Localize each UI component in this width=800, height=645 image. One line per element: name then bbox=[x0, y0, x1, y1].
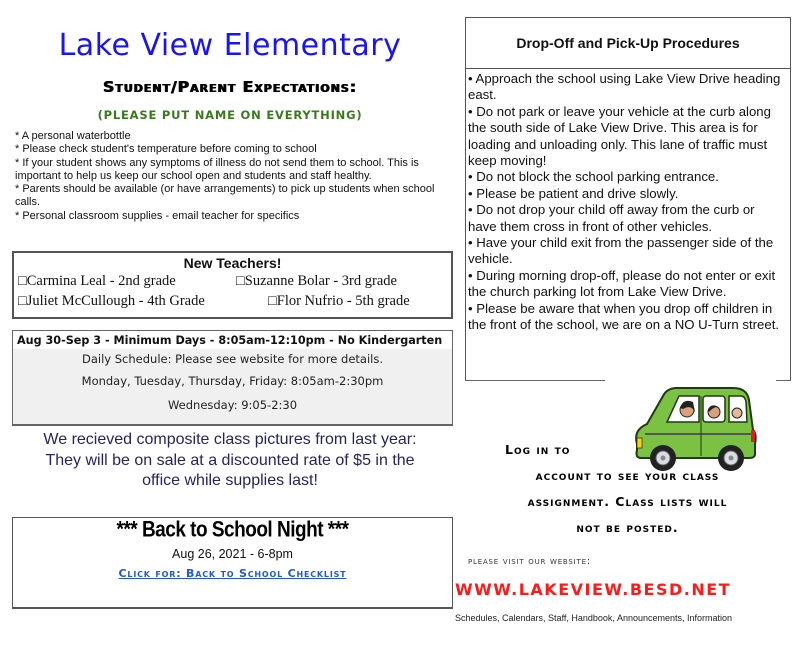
procedure-item: • Please be aware that when you drop off children in the front of the school, we are on a NO U-Turn street. bbox=[468, 300, 780, 333]
schedule-line: Monday, Tuesday, Thursday, Friday: 8:05am-2:30pm bbox=[81, 374, 384, 388]
new-teachers-box bbox=[12, 251, 453, 319]
schedule-box bbox=[12, 330, 453, 426]
checkbox-glyph-icon: □ bbox=[18, 293, 27, 309]
border-segment bbox=[776, 380, 791, 381]
procedure-item: • Approach the school using Lake View Drive heading east. bbox=[468, 71, 781, 103]
procedure-item: • Do not drop your child off away from the curb or have them cross in front of other vehicles. bbox=[468, 202, 755, 234]
schedule-headline: Aug 30-Sep 3 - Minimum Days - 8:05am-12:10pm - No Kindergarten bbox=[13, 331, 452, 349]
procedure-item: • Please be patient and drive slowly. bbox=[468, 185, 679, 201]
procedures-title: Drop-Off and Pick-Up Procedures bbox=[466, 18, 790, 69]
teacher-entry: □Suzanne Bolar - 3rd grade bbox=[236, 273, 397, 289]
expectations-heading: Student/Parent Expectations: bbox=[103, 78, 357, 96]
school-title: Lake View Elementary bbox=[58, 28, 402, 63]
expectation-item: * If your student shows any symptoms of illness do not send them to school. This is important to help us keep our school open and students and staff healthy. bbox=[15, 156, 419, 182]
back-to-school-title: *** Back to School Night *** bbox=[116, 518, 349, 543]
checkbox-glyph-icon: □ bbox=[268, 293, 277, 309]
expectations-list bbox=[15, 130, 455, 223]
procedure-item: • Have your child exit from the passenger side of the vehicle. bbox=[468, 235, 774, 267]
back-to-school-date: Aug 26, 2021 - 6-8pm bbox=[172, 547, 293, 561]
new-teachers-title: New Teachers! bbox=[183, 255, 282, 271]
expectation-item: * Parents should be available (or have arrangements) to pick up students when school calls. bbox=[15, 183, 435, 209]
expectation-item: * Personal classroom supplies - email teacher for specifics bbox=[15, 209, 300, 222]
procedures-box bbox=[465, 17, 791, 381]
teachers-row bbox=[14, 291, 451, 311]
class-pictures-note: We recieved composite class pictures from last year: They will be on sale at a discounted rate of $5 in the office while supplies last! bbox=[43, 431, 417, 489]
teachers-row bbox=[14, 271, 451, 291]
visit-website-label: please visit our website: bbox=[468, 556, 591, 567]
teacher-entry: □Flor Nufrio - 5th grade bbox=[268, 293, 410, 309]
procedures-list bbox=[466, 69, 790, 334]
checkbox-glyph-icon: □ bbox=[18, 273, 27, 289]
procedure-item: • During morning drop-off, please do not enter or exit the church parking lot from Lake View Drive. bbox=[468, 267, 776, 300]
back-to-school-box bbox=[12, 517, 453, 609]
teacher-entry: □Carmina Leal - 2nd grade bbox=[18, 273, 176, 289]
website-link[interactable]: WWW.LAKEVIEW.BESD.NET bbox=[455, 580, 732, 599]
schedule-line: Wednesday: 9:05-2:30 bbox=[167, 398, 298, 412]
procedure-item: • Do not block the school parking entrance. bbox=[468, 169, 719, 185]
schedule-line: Daily Schedule: Please see website for more details. bbox=[82, 352, 383, 366]
expectation-item: * Please check student's temperature before coming to school bbox=[15, 143, 317, 156]
name-note: (PLEASE PUT NAME ON EVERYTHING) bbox=[97, 108, 363, 122]
login-message: Log in to account to see your class assignment. Class lists will not be posted. bbox=[505, 442, 728, 535]
teacher-entry: □Juliet McCullough - 4th Grade bbox=[18, 293, 205, 309]
expectation-item: * A personal waterbottle bbox=[15, 130, 131, 142]
procedure-item: • Do not park or leave your vehicle at the curb along the south side of Lake View Drive. This area is for loading and unloading only. This lane of traffic must keep moving! bbox=[468, 103, 771, 169]
checkbox-glyph-icon: □ bbox=[236, 273, 245, 289]
checklist-link[interactable]: Click for: Back to School Checklist bbox=[118, 567, 347, 580]
website-description: Schedules, Calendars, Staff, Handbook, Announcements, Information bbox=[455, 613, 733, 623]
